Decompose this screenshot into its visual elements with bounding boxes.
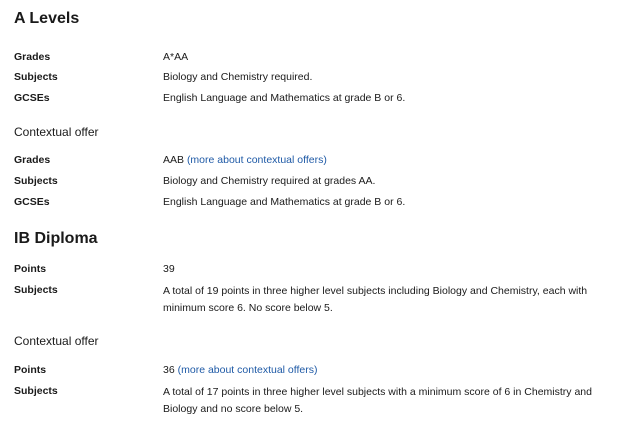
ib-contextual-heading: Contextual offer: [14, 334, 99, 348]
row-label: GCSEs: [14, 92, 50, 104]
ib-points-row: [14, 262, 617, 276]
row-value: English Language and Mathematics at grade B or 6.: [163, 196, 406, 208]
row-value: 39: [163, 263, 175, 275]
a-levels-contextual-subjects-row: [14, 174, 617, 188]
row-label: Subjects: [14, 71, 58, 83]
row-value: A total of 19 points in three higher level subjects including Biology and Chemistry, each with minimum score 6. No score below 5.: [163, 285, 588, 314]
row-value: Biology and Chemistry required.: [163, 71, 313, 83]
a-levels-subjects-row: [14, 70, 617, 84]
row-value: A total of 17 points in three higher level subjects with a minimum score of 6 in Chemistry and Biology and no score below 5.: [163, 386, 592, 415]
row-value: English Language and Mathematics at grade B or 6.: [163, 92, 406, 104]
a-levels-contextual-grades-row: [14, 153, 617, 167]
a-levels-heading: A Levels: [14, 10, 80, 27]
ib-contextual-points-row: [14, 363, 617, 377]
row-value: Biology and Chemistry required at grades AA.: [163, 175, 376, 187]
contextual-points-value: 36: [163, 364, 175, 376]
a-levels-contextual-gcses-row: [14, 195, 617, 209]
contextual-grades-value: AAB: [163, 154, 185, 166]
row-label: Subjects: [14, 385, 58, 397]
a-levels-grades-row: [14, 50, 617, 64]
row-label: Points: [14, 263, 47, 275]
row-label: GCSEs: [14, 196, 50, 208]
row-value: [163, 153, 608, 167]
a-levels-contextual-heading: Contextual offer: [14, 125, 99, 139]
row-value: A*AA: [163, 51, 189, 63]
a-levels-gcses-row: [14, 91, 617, 105]
row-label: Grades: [14, 154, 51, 166]
more-about-contextual-offers-link[interactable]: (more about contextual offers): [186, 154, 327, 166]
row-label: Subjects: [14, 284, 58, 296]
ib-contextual-subjects-row: [14, 384, 617, 418]
row-value: [163, 363, 608, 377]
row-label: Subjects: [14, 175, 58, 187]
more-about-contextual-offers-link[interactable]: (more about contextual offers): [177, 364, 318, 376]
row-label: Grades: [14, 51, 51, 63]
row-label: Points: [14, 364, 47, 376]
ib-subjects-row: [14, 283, 617, 317]
ib-diploma-heading: IB Diploma: [14, 230, 98, 247]
